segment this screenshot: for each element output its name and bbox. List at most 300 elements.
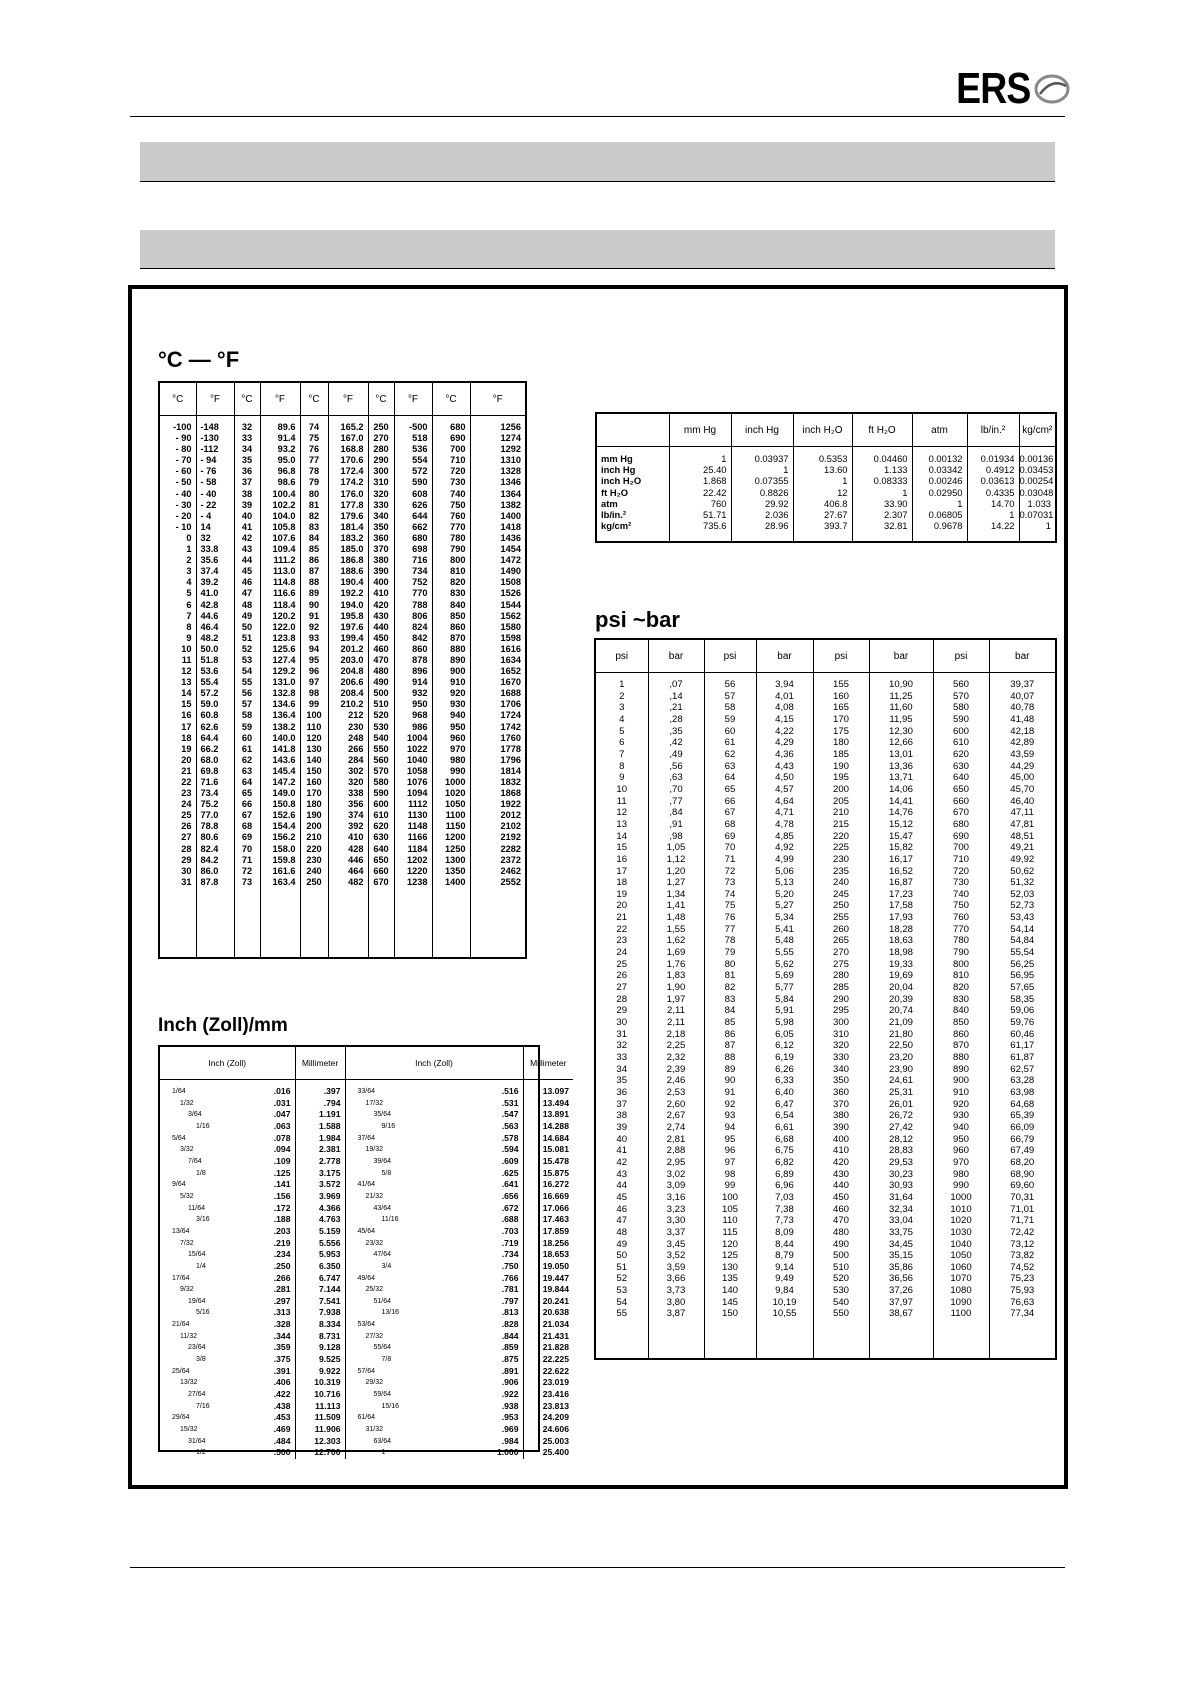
cell-value: 248 (348, 732, 364, 743)
cell-value: 31 (181, 876, 192, 887)
cell-value: 14,06 (888, 783, 913, 795)
cell-value: 6,54 (775, 1110, 794, 1122)
cell-value: 6,19 (775, 1052, 794, 1063)
mm-value: 12.303 (314, 1435, 341, 1446)
cell-value: 77 (724, 923, 736, 935)
cell-value: 650 (952, 783, 969, 795)
cell-value: 24 (181, 799, 192, 810)
cell-value: 820 (450, 577, 466, 588)
cell-value: 51.71 (703, 509, 727, 521)
inch-decimal: .141 (273, 1179, 291, 1190)
cell-value: 57,65 (1010, 982, 1035, 994)
cell-value: 5,27 (775, 900, 794, 912)
cell-value: 940 (952, 1121, 969, 1133)
cell-value: 1220 (407, 865, 428, 876)
inch-row (346, 1354, 523, 1366)
inch-decimal: .797 (501, 1295, 519, 1306)
data-column (793, 447, 852, 542)
cell-value: 990 (952, 1180, 969, 1192)
cell-value: 89 (308, 588, 320, 599)
cell-value: 82 (724, 982, 736, 994)
column-header: inch Hg (731, 414, 793, 447)
column-header: °F (470, 383, 525, 416)
cell-value: 102.2 (272, 499, 296, 510)
cell-value: 3,59 (666, 1261, 686, 1273)
cell-value: 194.0 (340, 599, 364, 610)
inch-row (160, 1238, 295, 1250)
cell-value: 1150 (445, 821, 466, 832)
inch-decimal: .281 (273, 1284, 291, 1295)
inch-decimal: .609 (501, 1155, 519, 1166)
cell-value: 41 (241, 521, 253, 532)
data-column (669, 447, 731, 542)
cell-value: 7,38 (775, 1203, 794, 1215)
cell-value: 61 (724, 737, 736, 749)
cell-value: 69,60 (1010, 1180, 1035, 1192)
mm-value: 24.209 (542, 1412, 569, 1423)
cell-value: 572 (412, 466, 428, 477)
cell-value: 4,29 (775, 737, 794, 749)
cell-value: 710 (952, 853, 969, 865)
inch-row (160, 1098, 295, 1110)
cell-value: 43,59 (1010, 748, 1035, 760)
cell-value: 4,57 (775, 783, 794, 795)
inch-row (160, 1203, 295, 1215)
cell-value: 940 (450, 710, 466, 721)
cell-value: 1,90 (666, 982, 686, 994)
data-column (597, 447, 669, 542)
mm-value: 12.700 (314, 1447, 341, 1458)
cell-value: 52 (241, 643, 253, 654)
cell-value: 75.2 (200, 799, 219, 810)
cell-value: 850 (952, 1017, 969, 1029)
cell-value: 14 (200, 521, 211, 532)
cell-value: 75,93 (1010, 1285, 1035, 1297)
cell-value: 440 (373, 621, 389, 632)
cell-value: 27,42 (888, 1121, 913, 1133)
cell-value: 130 (721, 1261, 738, 1273)
cell-value: 16,52 (888, 865, 913, 877)
cell-value: 2,32 (666, 1052, 686, 1063)
cell-value: 1274 (500, 433, 521, 444)
cell-value: 6,96 (775, 1180, 794, 1192)
mm-value: 5.556 (318, 1237, 341, 1248)
cell-value: 113.0 (273, 566, 296, 577)
cell-value: 770 (450, 521, 466, 532)
cell-value: 720 (952, 865, 969, 877)
cell-value: 176.0 (340, 488, 364, 499)
cell-value: 85 (308, 544, 320, 555)
cell-value: 1796 (500, 754, 521, 765)
cell-value: 63 (241, 765, 253, 776)
cell-value: 5,98 (775, 1017, 794, 1029)
title-bar-1 (140, 142, 1055, 182)
cell-value: 1.033 (1027, 497, 1051, 509)
inch-decimal: .828 (501, 1319, 519, 1330)
cell-value: 750 (952, 900, 969, 912)
ers-logo (943, 64, 1072, 114)
cell-value: - 20 (175, 510, 192, 521)
cell-value: 147.2 (272, 777, 296, 787)
cell-value: 1040 (407, 754, 428, 765)
cell-value: 1 (1009, 509, 1015, 521)
cell-value: 1292 (500, 444, 521, 455)
cell-value: 39 (616, 1121, 628, 1133)
inch-fraction: 15/64 (188, 1251, 206, 1259)
row-label: mm Hg (601, 453, 633, 464)
cell-value: 88 (724, 1052, 736, 1063)
column-header: bar (756, 640, 813, 673)
cell-value: 84 (308, 532, 320, 543)
cell-value: -500 (409, 422, 428, 432)
cell-value: 13 (616, 818, 628, 830)
cell-value: 1004 (407, 732, 428, 743)
cell-value: 122.0 (272, 621, 296, 632)
cell-value: 1 (721, 453, 727, 464)
cell-value: 163.4 (272, 876, 296, 887)
inch-fraction: 1 (381, 1449, 386, 1457)
cell-value: 750 (450, 499, 466, 510)
cell-value: 6,68 (775, 1133, 794, 1145)
cell-value: 136.4 (272, 710, 296, 721)
inch-row (160, 1366, 295, 1378)
cell-value: 480 (373, 666, 389, 677)
cell-value: 125.6 (272, 643, 296, 654)
cell-value: 37.4 (200, 566, 219, 577)
cell-value: 1310 (500, 455, 521, 466)
cell-value: 5,13 (775, 877, 794, 889)
inch-decimal: .313 (273, 1307, 291, 1318)
cell-value: 2,11 (667, 1017, 685, 1029)
inch-decimal: .531 (501, 1097, 519, 1108)
data-column (648, 673, 704, 1359)
cell-value: 240 (832, 877, 849, 889)
mm-value: 19.050 (542, 1260, 569, 1271)
cell-value: 25.40 (703, 464, 727, 476)
cell-value: 2,88 (666, 1145, 686, 1157)
inch-row (160, 1401, 295, 1413)
cell-value: 208.4 (340, 688, 364, 699)
cell-value: 6,82 (775, 1156, 794, 1168)
cell-value: 1616 (500, 643, 521, 654)
cell-value: 33.90 (884, 497, 908, 509)
inch-fraction: 13/16 (381, 1309, 400, 1317)
cell-value: 860 (952, 1028, 969, 1040)
inch-row (160, 1273, 295, 1285)
cell-value: 35.6 (200, 555, 219, 566)
cell-value: 1778 (500, 743, 521, 754)
cell-value: 51,32 (1010, 877, 1035, 889)
inch-row (346, 1447, 523, 1459)
cell-value: 30 (181, 865, 192, 876)
cell-value: 44 (241, 555, 253, 566)
cell-value: 205 (832, 795, 849, 807)
cell-value: 34 (616, 1063, 628, 1075)
column-header: °F (328, 383, 368, 416)
cell-value: 5,91 (775, 1005, 794, 1017)
cell-value: 760 (710, 497, 727, 509)
inch-fraction: 13/64 (172, 1227, 190, 1235)
inch-fraction: 35/64 (373, 1111, 392, 1119)
cell-value: 650 (373, 854, 389, 865)
inch-fraction: 1/16 (196, 1122, 210, 1130)
cell-value: 42.8 (200, 599, 219, 610)
cell-value: 716 (412, 555, 428, 566)
inch-decimal: .516 (501, 1086, 519, 1096)
cell-value: 265 (832, 935, 849, 947)
cell-value: 92 (724, 1098, 736, 1110)
cell-value: 71,01 (1010, 1203, 1035, 1215)
cell-value: 12 (837, 486, 848, 498)
mm-value: 20.241 (542, 1295, 569, 1306)
cell-value: ,49 (669, 748, 683, 760)
inch-fraction: 1/32 (180, 1099, 194, 1107)
cell-value: 10,55 (772, 1308, 797, 1320)
mm-value: 18.256 (542, 1237, 569, 1248)
cell-value: 72,42 (1010, 1226, 1035, 1238)
inch-row (346, 1121, 523, 1133)
data-column (1019, 447, 1055, 542)
cell-value: 950 (952, 1133, 969, 1145)
cell-value: 8 (186, 621, 192, 632)
inch-decimal: .766 (501, 1272, 519, 1283)
mm-value: 16.272 (542, 1179, 569, 1190)
mm-value: 3.175 (318, 1167, 341, 1178)
cell-value: 22,50 (888, 1040, 913, 1052)
cell-value: 840 (952, 1005, 969, 1017)
cell-value: 1382 (500, 499, 521, 510)
cell-value: 152.6 (272, 810, 296, 821)
column-header: Millimeter (295, 1047, 345, 1080)
cell-value: 158.0 (272, 843, 296, 854)
cell-value: 47,11 (1010, 807, 1034, 819)
cell-value: 13,01 (888, 748, 913, 760)
cell-value: 2,67 (666, 1110, 686, 1122)
cell-value: 51 (616, 1261, 628, 1273)
cell-value: 32 (241, 422, 253, 432)
cell-value: 770 (412, 588, 428, 599)
cell-value: 76 (724, 912, 736, 924)
cell-value: 450 (373, 632, 389, 643)
mm-value: 17.463 (542, 1214, 569, 1225)
cell-value: 7 (186, 610, 192, 621)
cell-value: - 80 (175, 444, 192, 455)
cell-value: 73,12 (1010, 1238, 1035, 1250)
cell-value: 13 (181, 677, 192, 688)
cell-value: 61,17 (1010, 1040, 1035, 1052)
cell-value: 28,12 (888, 1133, 913, 1145)
cell-value: 170.6 (340, 455, 364, 466)
mm-value: .397 (323, 1086, 341, 1096)
cell-value: 73.4 (200, 788, 219, 799)
cell-value: 48 (616, 1226, 628, 1238)
cell-value: 4,01 (775, 690, 794, 702)
cell-value: 73 (724, 877, 736, 889)
cell-value: 5,34 (775, 912, 794, 924)
inch-row (160, 1412, 295, 1424)
cell-value: 65 (241, 788, 253, 799)
inch-decimal: .969 (501, 1424, 519, 1435)
cell-value: 43 (616, 1168, 628, 1180)
cell-value: 880 (952, 1052, 969, 1063)
cell-value: ,84 (669, 807, 683, 819)
cell-value: 25 (181, 810, 192, 821)
inch-fraction: 37/64 (357, 1134, 376, 1142)
cell-value: 72 (241, 865, 253, 876)
data-column (989, 673, 1055, 1359)
cell-value: 52 (616, 1273, 628, 1285)
mm-value: 21.034 (542, 1319, 569, 1330)
cell-value: 170 (306, 788, 322, 799)
cell-value: 0.04460 (873, 453, 908, 464)
cell-value: 46.4 (200, 621, 219, 632)
cell-value: 830 (450, 588, 466, 599)
cell-value: 81 (724, 970, 736, 982)
inch-row (160, 1424, 295, 1436)
inch-decimal: .375 (273, 1354, 291, 1365)
column-header: °C (368, 383, 394, 416)
cell-value: 206.6 (340, 677, 364, 688)
cell-value: 35 (616, 1075, 628, 1087)
inch-fraction: 11/16 (381, 1216, 399, 1224)
cell-value: 174.2 (340, 477, 364, 488)
cell-value: 63 (724, 760, 736, 772)
cell-value: 1000 (950, 1191, 972, 1203)
cell-value: 1742 (500, 721, 521, 732)
cell-value: 320 (373, 488, 389, 499)
inch-decimal: .328 (273, 1319, 291, 1330)
cell-value: 2,39 (666, 1063, 686, 1075)
cell-value: 510 (373, 699, 389, 710)
cell-value: 810 (952, 970, 969, 982)
cell-value: 880 (450, 643, 466, 654)
mm-value: 1.984 (318, 1132, 341, 1143)
cell-value: 5 (619, 725, 625, 737)
cell-value: 56 (724, 679, 736, 690)
cell-value: 740 (952, 888, 969, 900)
column-header: °F (260, 383, 300, 416)
cell-value: 201.2 (340, 643, 364, 654)
cell-value: 75 (724, 900, 736, 912)
cell-value: 460 (832, 1203, 849, 1215)
cell-value: 482 (348, 876, 364, 887)
cell-value: 630 (373, 832, 389, 843)
cell-value: 1022 (407, 743, 428, 754)
cell-value: 23 (181, 788, 192, 799)
cell-value: 900 (450, 666, 466, 677)
cell-value: - 90 (175, 433, 192, 444)
cell-value: 5,62 (775, 958, 794, 970)
cell-value: ,42 (669, 737, 683, 749)
inch-decimal: .844 (501, 1330, 519, 1341)
cell-value: 266 (348, 743, 364, 754)
cell-value: 420 (832, 1156, 849, 1168)
mm-value: 23.019 (542, 1377, 569, 1388)
cell-value: 134.6 (272, 699, 296, 710)
data-column (234, 416, 260, 958)
cell-value: 1350 (445, 865, 466, 876)
cell-value: 930 (952, 1110, 969, 1122)
cell-value: 195.8 (340, 610, 364, 621)
cell-value: 810 (450, 566, 466, 577)
inch-fraction: 7/32 (180, 1239, 194, 1247)
cell-value: 0 (186, 532, 192, 543)
cell-value: 59 (724, 713, 736, 725)
cell-value: 1300 (445, 854, 466, 865)
cell-value: 51.8 (200, 654, 219, 665)
cell-value: 3,52 (666, 1250, 686, 1262)
cell-value: - 60 (175, 466, 192, 477)
cell-value: 6,26 (775, 1063, 794, 1075)
cell-value: 2282 (500, 843, 521, 854)
cell-value: 1,20 (666, 865, 686, 877)
cell-value: 36 (616, 1086, 628, 1098)
cell-value: 680 (412, 532, 428, 543)
cell-value: 40 (241, 510, 253, 521)
cell-value: 57 (724, 690, 736, 702)
inch-decimal: .734 (501, 1249, 519, 1260)
cell-value: 2.036 (765, 509, 789, 521)
inch-decimal: .469 (273, 1424, 291, 1435)
cell-value: 0.03048 (1019, 486, 1054, 498)
inch-decimal: .219 (273, 1237, 291, 1248)
cell-value: 6,47 (775, 1098, 794, 1110)
cell-value: 154.4 (272, 821, 296, 832)
inch-fraction: 15/16 (381, 1402, 400, 1410)
cell-value: 78 (724, 935, 736, 947)
cell-value: 4,43 (775, 760, 794, 772)
cell-value: 109.4 (272, 544, 296, 555)
cell-value: 210 (306, 832, 322, 843)
inch-decimal: .031 (273, 1097, 291, 1108)
inch-decimal: .781 (501, 1284, 519, 1295)
cell-value: 752 (412, 577, 428, 588)
cell-value: 1070 (950, 1273, 972, 1285)
inch-fraction: 9/64 (172, 1181, 186, 1189)
inch-row (346, 1261, 523, 1273)
cell-value: 1 (186, 544, 192, 555)
cell-value: 760 (450, 510, 466, 521)
cell-value: - 40 (175, 488, 192, 499)
cell-value: 1,62 (666, 935, 686, 947)
data-column (756, 673, 813, 1359)
cell-value: 210 (832, 807, 849, 819)
cell-value: 230 (306, 854, 322, 865)
inch-decimal: .063 (273, 1120, 291, 1131)
inch-fraction: 5/16 (196, 1309, 210, 1317)
cell-value: 1 (842, 475, 848, 487)
cell-value: 170 (832, 713, 849, 725)
cell-value: 870 (450, 632, 466, 643)
inch-fraction: 7/8 (381, 1356, 392, 1364)
mm-value: 16.669 (542, 1190, 569, 1201)
cell-value: 2,53 (666, 1086, 686, 1098)
cell-value: 100 (306, 710, 322, 721)
mm-value: 25.400 (542, 1447, 569, 1458)
cell-value: 64.4 (200, 732, 219, 743)
cell-value: 38 (241, 488, 253, 499)
cell-value: 680 (952, 818, 969, 830)
inch-row (346, 1168, 523, 1180)
inch-decimal: .422 (273, 1389, 291, 1400)
cell-value: 340 (832, 1063, 849, 1075)
cell-value: 0.08333 (873, 475, 908, 487)
data-column (704, 673, 756, 1359)
cell-value: 14,76 (888, 807, 913, 819)
inch-fraction: 15/32 (180, 1426, 198, 1434)
cell-value: 890 (450, 654, 466, 665)
cell-value: 91 (308, 610, 320, 621)
